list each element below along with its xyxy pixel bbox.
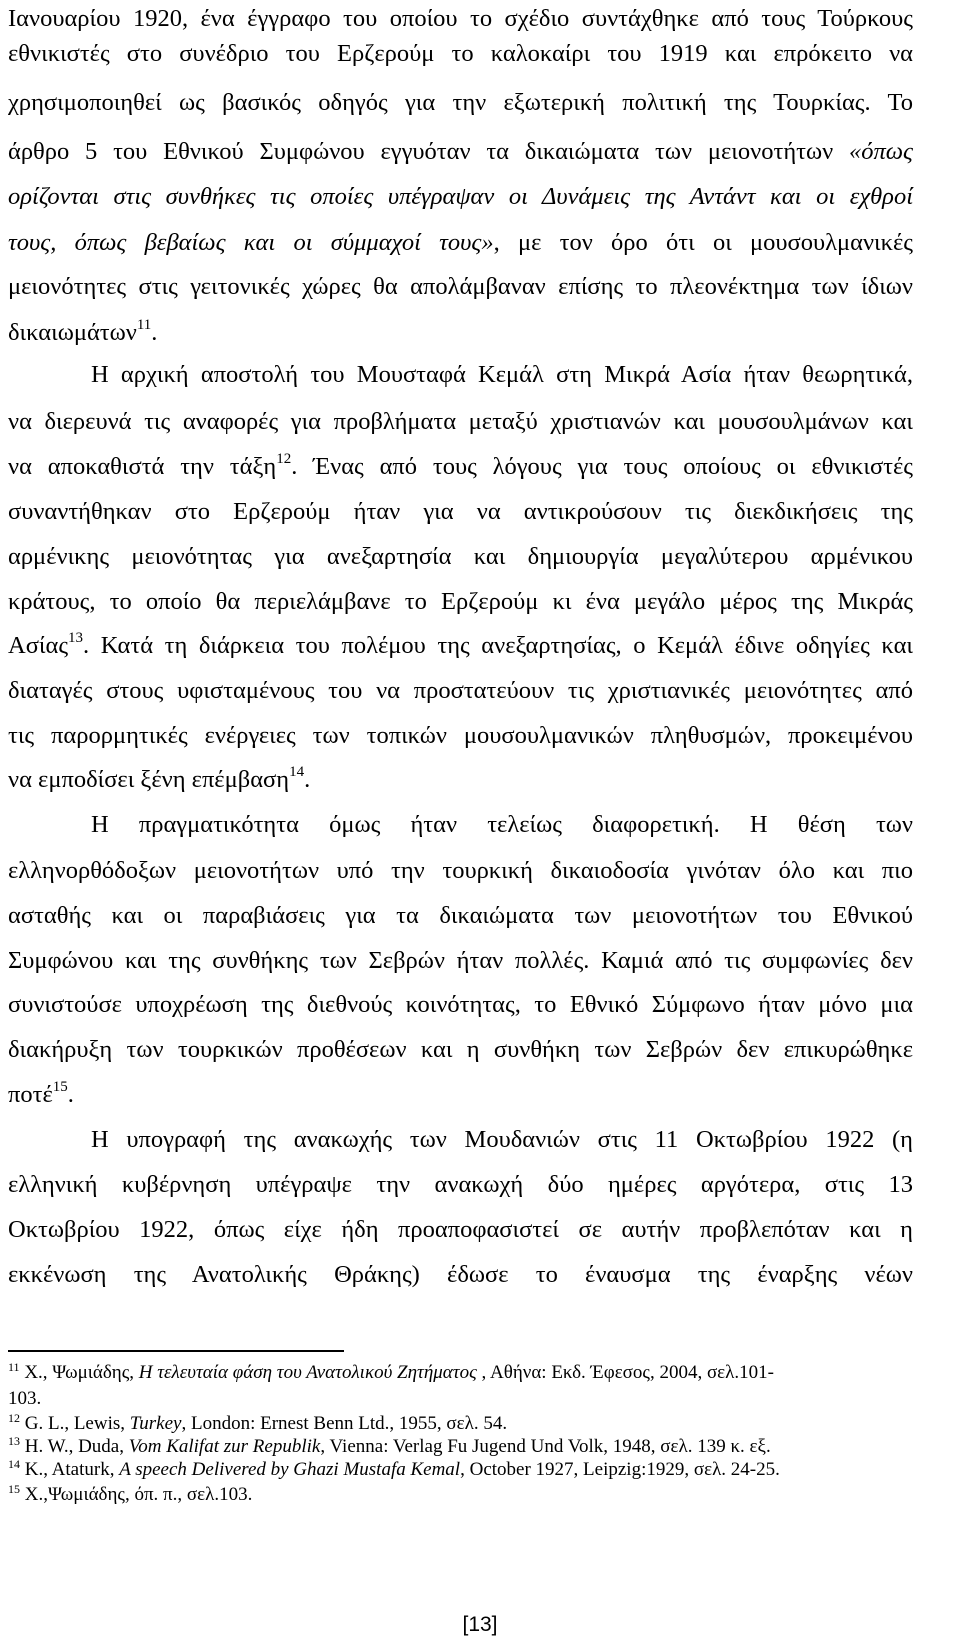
- footnote-number: 13: [8, 1433, 20, 1448]
- footnote-number: 15: [8, 1481, 20, 1496]
- body-line: [8, 88, 913, 118]
- line-text: Οκτωβρίου 1922, όπως είχε ήδη προαποφασιστεί σε αυτήν προβλεπόταν και η: [8, 1216, 913, 1243]
- line-text: Συμφώνου και της συνθήκης των Σεβρών ήταν πολλές. Καμιά από τις συμφωνίες δεν: [8, 947, 913, 974]
- body-line: [8, 765, 913, 795]
- line-text: ελληνική κυβέρνηση υπέγραψε την ανακωχή δύο ημέρες αργότερα, στις 13: [8, 1171, 913, 1198]
- line-text: εκκένωση της Ανατολικής Θράκης) έδωσε το έναυσμα της έναρξης νέων: [8, 1261, 913, 1288]
- footnote-title: A speech Delivered by Ghazi Mustafa Kemal: [119, 1459, 461, 1480]
- body-line: [8, 1260, 913, 1290]
- footnote-number: 12: [8, 1410, 20, 1425]
- footnote: [8, 1481, 913, 1506]
- line-text: να διερευνά τις αναφορές για προβλήματα μεταξύ χριστιανών και μουσουλμάνων και: [8, 408, 913, 435]
- footnote-text: H. W., Duda,: [20, 1436, 129, 1457]
- line-text: Η υπογραφή της ανακωχής των Μουδανιών στις 11 Οκτωβρίου 1922 (η: [91, 1126, 913, 1153]
- body-line: [8, 228, 913, 258]
- body-line: [8, 542, 913, 572]
- line-text: δικαιωμάτων: [8, 319, 137, 346]
- line-text: . Ένας από τους λόγους για τους οποίους οι εθνικιστές: [291, 453, 913, 480]
- body-line: [8, 407, 913, 437]
- body-line: [8, 901, 913, 931]
- body-line: [8, 182, 913, 212]
- body-line: [8, 676, 913, 706]
- line-text: .: [151, 319, 158, 346]
- line-text: Ασίας: [8, 632, 69, 659]
- line-text: τους, όπως βεβαίως και οι σύμμαχοί τους»: [8, 229, 494, 256]
- line-text: διαταγές στους υφισταμένους του να προστατεύουν τις χριστιανικές μειονότητες από: [8, 677, 913, 704]
- line-text: να αποκαθιστά την τάξη: [8, 453, 277, 480]
- footnote-number: 11: [8, 1359, 20, 1374]
- body-line: [8, 1170, 913, 1200]
- footnote-separator: [8, 1350, 344, 1352]
- line-text: χρησιμοποιηθεί ως βασικός οδηγός για την εξωτερική πολιτική της Τουρκίας. Το: [8, 89, 913, 116]
- footnote-text: Χ.,Ψωμιάδης, όπ. π., σελ.103.: [20, 1484, 253, 1505]
- body-line: [8, 631, 913, 661]
- line-text: ποτέ: [8, 1081, 53, 1108]
- body-line: [91, 360, 913, 390]
- line-text: να εμποδίσει ξένη επέμβαση: [8, 766, 290, 793]
- line-text: τις παρορμητικές ενέργειες των τοπικών μουσουλμανικών πληθυσμών, προκειμένου: [8, 722, 913, 749]
- footnote-number: 14: [8, 1456, 20, 1471]
- line-text: αρμένικης μειονότητας για ανεξαρτησία και δημιουργία μεγαλύτερου αρμένικου: [8, 543, 913, 570]
- line-text: συναντήθηκαν στο Ερζερούμ ήταν για να αντικρούσουν τις διεκδικήσεις της: [8, 498, 913, 525]
- page-number: [13]: [462, 1613, 498, 1636]
- footnote: [8, 1456, 913, 1481]
- body-line: [8, 721, 913, 751]
- line-text: Ιανουαρίου 1920, ένα έγγραφο του οποίου το σχέδιο συντάχθηκε από τους Τούρκους: [8, 5, 913, 32]
- line-text: συνιστούσε υποχρέωση της διεθνούς κοινότητας, το Εθνικό Σύμφωνο ήταν μόνο μια: [8, 991, 913, 1018]
- footnote: [8, 1410, 913, 1435]
- line-text: μειονότητες στις γειτονικές χώρες θα απολάμβαναν επίσης το πλεονέκτημα των ίδιων: [8, 273, 913, 300]
- footnote-ref: 11: [136, 316, 152, 333]
- footnote-text: , Αθήνα: Εκδ. Έφεσος, 2004, σελ.101-: [476, 1362, 774, 1383]
- line-text: .: [67, 1081, 74, 1108]
- line-text: Η πραγματικότητα όμως ήταν τελείως διαφορετική. Η θέση των: [91, 811, 913, 838]
- body-line: [8, 39, 913, 69]
- footnote-ref: 13: [68, 629, 84, 646]
- footnote-ref: 15: [52, 1078, 68, 1095]
- footnote-title: Η τελευταία φάση του Ανατολικού Ζητήματος: [138, 1362, 477, 1383]
- footnote: [8, 1388, 913, 1410]
- body-line: [8, 4, 913, 34]
- footnote-text: Χ., Ψωμιάδης,: [19, 1362, 139, 1383]
- footnote-text: 103.: [8, 1388, 42, 1409]
- footnote-text: K., Ataturk,: [20, 1459, 120, 1480]
- line-text: ελληνορθόδοξων μειονοτήτων υπό την τουρκική δικαιοδοσία γινόταν όλο και πιο: [8, 857, 913, 884]
- line-text: «όπως: [848, 138, 913, 165]
- footnote-text: , London: Ernest Benn Ltd., 1955, σελ. 54.: [181, 1413, 508, 1434]
- footnote-ref: 14: [289, 763, 305, 780]
- line-text: . Κατά τη διάρκεια του πολέμου της ανεξαρτησίας, ο Κεμάλ έδινε οδηγίες και: [83, 632, 913, 659]
- line-text: κράτους, το οποίο θα περιελάμβανε το Ερζερούμ κι ένα μεγάλο μέρος της Μικράς: [8, 588, 913, 615]
- footnote-ref: 12: [276, 450, 292, 467]
- line-text: εθνικιστές στο συνέδριο του Ερζερούμ το καλοκαίρι του 1919 και επρόκειτο να: [8, 40, 913, 67]
- body-line: [8, 587, 913, 617]
- body-line: [8, 1035, 913, 1065]
- line-text: ορίζονται στις συνθήκες τις οποίες υπέγραψαν οι Δυνάμεις της Αντάντ και οι εχθροί: [8, 183, 913, 210]
- footnote: [8, 1359, 913, 1384]
- body-line: [8, 272, 913, 302]
- body-line: [8, 497, 913, 527]
- body-line: [8, 946, 913, 976]
- body-line: [8, 990, 913, 1020]
- body-line: [8, 1080, 913, 1110]
- line-text: άρθρο 5 του Εθνικού Συμφώνου εγγυόταν τα δικαιώματα των μειονοτήτων: [8, 138, 849, 165]
- footnote-text: , Vienna: Verlag Fu Jugend Und Volk, 1948, σελ. 139 κ. εξ.: [320, 1436, 771, 1457]
- body-line: [8, 318, 913, 348]
- body-line: [8, 1215, 913, 1245]
- footnote-text: , October 1927, Leipzig:1929, σελ. 24-25.: [460, 1459, 780, 1480]
- footnote-text: G. L., Lewis,: [20, 1413, 130, 1434]
- footnote-title: Turkey: [129, 1413, 182, 1434]
- footnote-title: Vom Kalifat zur Republik: [128, 1436, 321, 1457]
- body-line: [8, 137, 913, 167]
- line-text: , με τον όρο ότι οι μουσουλμανικές: [493, 229, 913, 256]
- body-line: [8, 452, 913, 482]
- line-text: ασταθής και οι παραβιάσεις για τα δικαιώματα των μειονοτήτων του Εθνικού: [8, 902, 913, 929]
- line-text: .: [304, 766, 311, 793]
- body-line: [8, 856, 913, 886]
- body-line: [91, 1125, 913, 1155]
- footnote: [8, 1433, 913, 1458]
- line-text: διακήρυξη των τουρκικών προθέσεων και η συνθήκη των Σεβρών δεν επικυρώθηκε: [8, 1036, 913, 1063]
- line-text: Η αρχική αποστολή του Μουσταφά Κεμάλ στη Μικρά Ασία ήταν θεωρητικά,: [91, 361, 913, 388]
- body-line: [91, 810, 913, 840]
